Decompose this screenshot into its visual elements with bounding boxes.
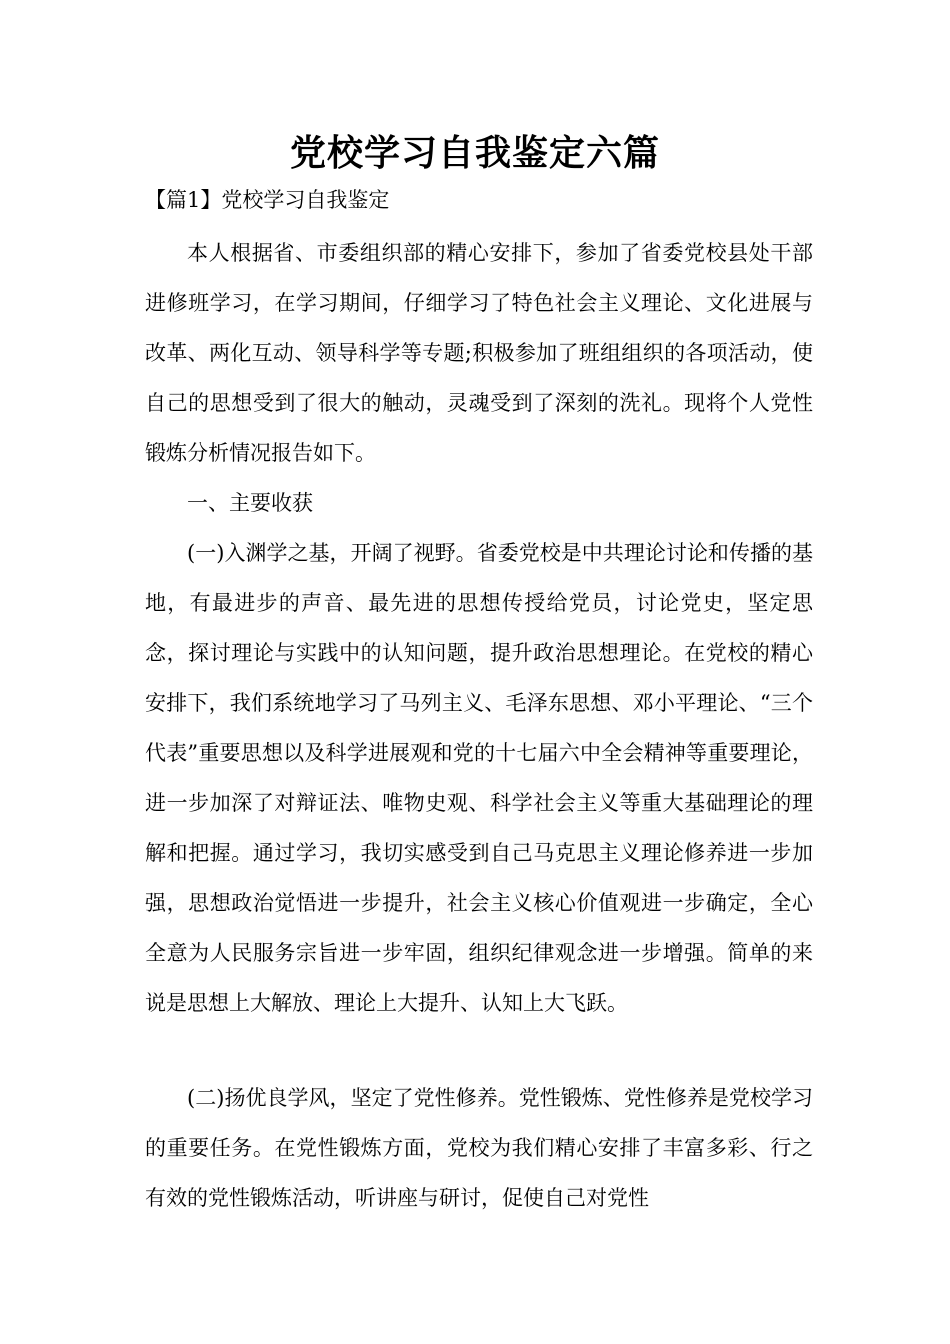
subheading-main-gains: 一、主要收获 bbox=[187, 491, 313, 515]
document-title: 党校学习自我鉴定六篇 bbox=[289, 132, 660, 174]
paragraph-gain-2: (二)扬优良学风，坚定了党性修养。党性锻炼、党性修养是党校学习的重要任务。在党性锻炼方面，党校为我们精心安排了丰富多彩、行之有效的党性锻炼活动，听讲座与研讨，促使自己对党性 bbox=[145, 1086, 813, 1210]
section-heading: 【篇1】党校学习自我鉴定 bbox=[145, 188, 390, 212]
paragraph-intro: 本人根据省、市委组织部的精心安排下，参加了省委党校县处干部进修班学习，在学习期间，仔细学习了特色社会主义理论、文化进展与改革、两化互动、领导科学等专题;积极参加了班组组织的各项活动，使自己的思想受到了很大的触动，灵魂受到了深刻的洗礼。现将个人党性锻炼分析情况报告如下。 bbox=[145, 241, 813, 465]
paragraph-gain-1: (一)入渊学之基，开阔了视野。省委党校是中共理论讨论和传播的基地，有最进步的声音、最先进的思想传授给党员，讨论党史，坚定思念，探讨理论与实践中的认知问题，提升政治思想理论。在党校的精心安排下，我们系统地学习了马列主义、毛泽东思想、邓小平理论、“三个代表”重要思想以及科学进展观和党的十七届六中全会精神等重要理论，进一步加深了对辩证法、唯物史观、科学社会主义等重大基础理论的理解和把握。通过学习，我切实感受到自己马克思主义理论修养进一步加强，思想政治觉悟进一步提升，社会主义核心价值观进一步确定，全心全意为人民服务宗旨进一步牢固，组织纪律观念进一步增强。简单的来说是思想上大解放、理论上大提升、认知上大飞跃。 bbox=[145, 541, 813, 1015]
